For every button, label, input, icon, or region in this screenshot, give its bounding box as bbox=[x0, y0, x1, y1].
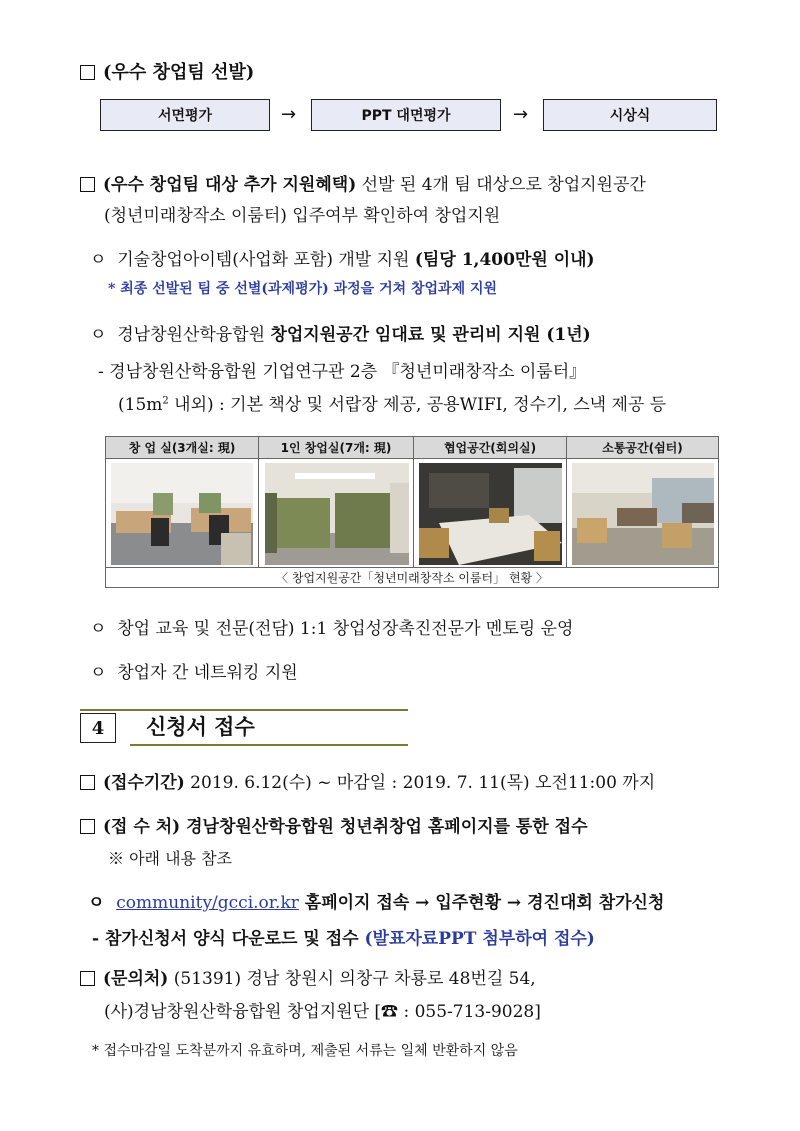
select-heading: (우수 창업팀 선발) bbox=[80, 58, 254, 84]
place-note: ※ 아래 내용 참조 bbox=[108, 849, 232, 868]
place-line: (접 수 처) 경남창원산학융합원 청년취창업 홈페이지를 통한 접수 bbox=[80, 812, 588, 837]
contact-line: (문의처) (51391) 경남 창원시 의창구 차룡로 48번길 54, bbox=[80, 964, 536, 989]
checkbox-icon bbox=[80, 971, 95, 986]
section-number: 4 bbox=[80, 713, 116, 743]
photo-startup-room bbox=[111, 463, 253, 565]
photo-lounge bbox=[572, 463, 714, 565]
section-title: 신청서 접수 bbox=[146, 715, 255, 739]
dash-location: - 경남창원산학융합원 기업연구관 2층 『청년미래창작소 이룸터』 bbox=[98, 362, 587, 382]
arrow-right-icon: → bbox=[513, 104, 529, 125]
web-line: ㅇ community/gcci.or.kr 홈페이지 접속 → 입주현황 → 경진대회 참가신청 bbox=[88, 893, 665, 913]
dash-location-line2: ($15m^2$ 내외) : 기본 책상 및 서랍장 제공, 공용WIFI, 정수기, 스낵 제공 등 bbox=[118, 395, 667, 415]
bullet-tech-item: ㅇ 기술창업아이템(사업화 포함) 개발 지원 (팀당 1,400만원 이내) bbox=[90, 250, 595, 270]
contact-line2: (사)경남창원산학융합원 창업지원단 [☎ : 055-713-9028] bbox=[104, 1002, 541, 1022]
photo-header-4: 소통공간(쉼터) bbox=[567, 437, 718, 459]
photo-header-2: 1인 창업실(7개: 現) bbox=[259, 437, 413, 459]
checkbox-icon bbox=[80, 819, 95, 834]
photo-single-room bbox=[265, 463, 409, 565]
photo-header-1: 창 업 실(3개실: 現) bbox=[106, 437, 258, 459]
checkbox-icon bbox=[80, 177, 95, 192]
support-heading: (우수 창업팀 대상 추가 지원혜택) 선발 된 4개 팀 대상으로 창업지원공간 bbox=[80, 170, 646, 195]
photo-meeting-room bbox=[419, 463, 562, 565]
flow-step-1: 서면평가 bbox=[100, 99, 270, 131]
checkbox-icon bbox=[80, 775, 95, 790]
photo-table bbox=[105, 436, 719, 588]
period-line: (접수기간) 2019. 6.12(수) ~ 마감일 : 2019. 7. 11(목) 오전11:00 까지 bbox=[80, 768, 655, 793]
flow-step-2: PPT 대면평가 bbox=[311, 99, 501, 131]
checkbox-icon bbox=[80, 65, 95, 80]
section-rule-bottom bbox=[130, 744, 408, 746]
footnote: * 접수마감일 도착분까지 유효하며, 제출된 서류는 일체 반환하지 않음 bbox=[92, 1043, 518, 1059]
phone-icon: ☎ bbox=[381, 1002, 399, 1022]
bullet-mentoring: ㅇ 창업 교육 및 전문(전담) 1:1 창업성장촉진전문가 멘토링 운영 bbox=[90, 619, 574, 639]
support-line2: (청년미래창작소 이룸터) 입주여부 확인하여 창업지원 bbox=[104, 206, 501, 226]
note-selection: * 최종 선발된 팀 중 선별(과제평가) 과정을 거쳐 창업과제 지원 bbox=[108, 281, 498, 297]
bullet-networking: ㅇ 창업자 간 네트워킹 지원 bbox=[90, 663, 298, 683]
homepage-link[interactable]: community/gcci.or.kr bbox=[116, 893, 299, 913]
photo-header-3: 협업공간(회의실) bbox=[414, 437, 566, 459]
dash-download: - 참가신청서 양식 다운로드 및 접수 (발표자료PPT 첨부하여 접수) bbox=[92, 929, 595, 949]
photo-caption: 〈 창업지원공간「청년미래창작소 이룸터」 현황 〉 bbox=[106, 567, 718, 588]
flow-step-3: 시상식 bbox=[543, 99, 717, 131]
bullet-space-support: ㅇ 경남창원산학융합원 창업지원공간 임대료 및 관리비 지원 (1년) bbox=[90, 325, 591, 345]
arrow-right-icon: → bbox=[281, 104, 297, 125]
